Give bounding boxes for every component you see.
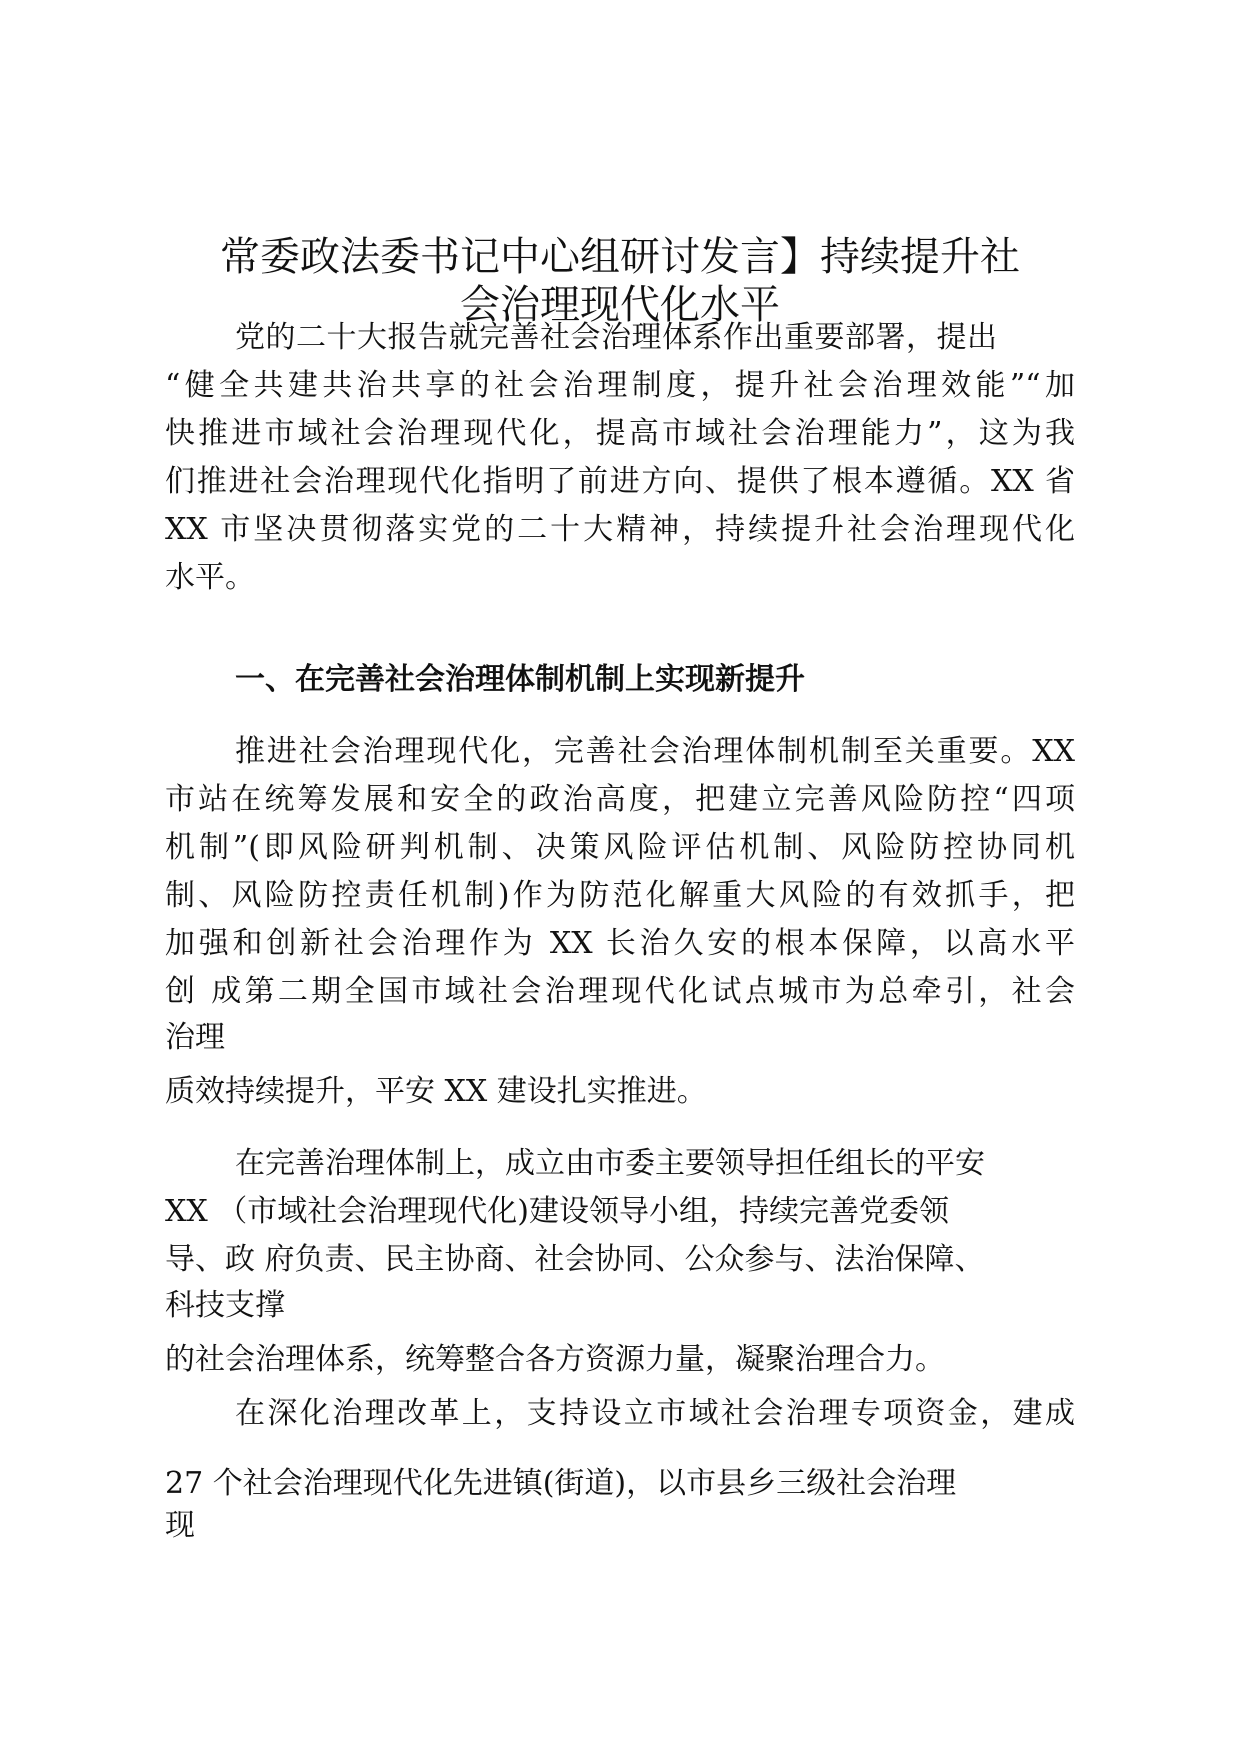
intro-line-3: 快推进市域社会治理现代化，提高市域社会治理能力”，这为我 (165, 416, 1075, 451)
section-1-para-1-line-6: 创 成第二期全国市域社会治理现代化试点城市为总牵引，社会 (165, 974, 1075, 1009)
section-1-para-1-line-1: 推进社会治理现代化，完善社会治理体制机制至关重要。XX (235, 734, 1075, 769)
document-title-line-1: 常委政法委书记中心组研讨发言】持续提升社 (220, 234, 1020, 280)
section-1-para-1-line-8: 质效持续提升，平安 XX 建设扎实推进。 (165, 1074, 707, 1109)
section-1-para-2-line-4: 科技支撑 (165, 1288, 285, 1323)
section-1-para-1-line-3: 机制”(即风险研判机制、决策风险评估机制、风险防控协同机 (165, 830, 1075, 865)
section-1-para-3-line-1: 在深化治理改革上，支持设立市域社会治理专项资金，建成 (235, 1396, 1075, 1431)
section-1-para-2-line-5: 的社会治理体系，统筹整合各方资源力量，凝聚治理合力。 (165, 1342, 945, 1377)
intro-line-4: 们推进社会治理现代化指明了前进方向、提供了根本遵循。XX 省 (165, 464, 1075, 499)
section-1-para-1-line-2: 市站在统筹发展和安全的政治高度，把建立完善风险防控“四项 (165, 782, 1075, 817)
section-1-para-1-line-4: 制、风险防控责任机制)作为防范化解重大风险的有效抓手，把 (165, 878, 1075, 913)
section-1-heading: 一、在完善社会治理体制机制上实现新提升 (235, 662, 805, 697)
intro-line-1: 党的二十大报告就完善社会治理体系作出重要部署，提出 (235, 320, 997, 355)
document-title-line-2: 会治理现代化水平 (460, 282, 780, 328)
section-1-para-1-line-5: 加强和创新社会治理作为 XX 长治久安的根本保障，以高水平 (165, 926, 1075, 961)
section-1-para-2-line-1: 在完善治理体制上，成立由市委主要领导担任组长的平安 (235, 1146, 985, 1181)
intro-line-6: 水平。 (165, 560, 255, 595)
section-1-para-1-line-7: 治理 (165, 1020, 225, 1055)
section-1-para-2-line-2: XX （市域社会治理现代化)建设领导小组，持续完善党委领 (165, 1194, 949, 1229)
intro-line-2: “健全共建共治共享的社会治理制度，提升社会治理效能”“加 (165, 368, 1075, 403)
section-1-para-3-line-3: 现 (165, 1508, 195, 1543)
section-1-para-2-line-3: 导、政 府负责、民主协商、社会协同、公众参与、法治保障、 (165, 1242, 985, 1277)
intro-line-5: XX 市坚决贯彻落实党的二十大精神，持续提升社会治理现代化 (165, 512, 1075, 547)
section-1-para-3-line-2: 27 个社会治理现代化先进镇(街道)，以市县乡三级社会治理 (165, 1466, 957, 1501)
